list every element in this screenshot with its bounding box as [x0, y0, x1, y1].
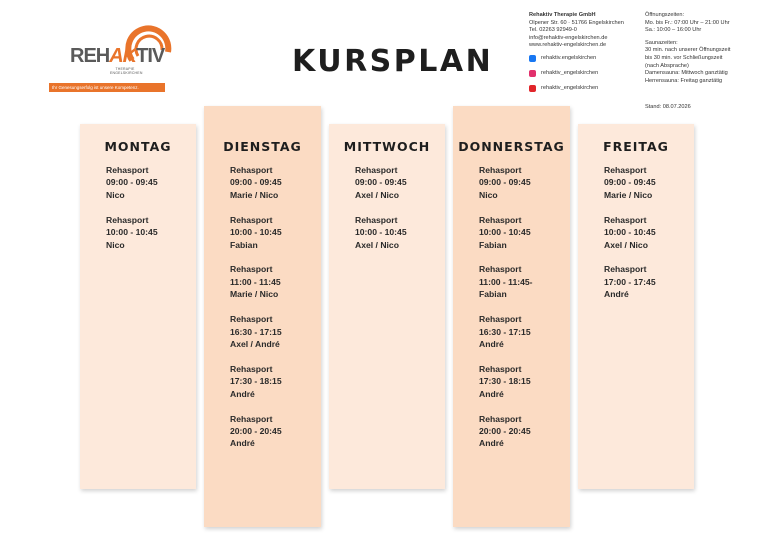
course-entry: Rehasport 20:00 - 20:45 André	[230, 413, 282, 449]
page-title: KURSPLAN	[292, 44, 494, 79]
hours-heading: Öffnungszeiten:	[645, 12, 685, 18]
hours-weekdays: Mo. bis Fr.: 07:00 Uhr – 21:00 Uhr	[645, 19, 730, 26]
contact-block	[529, 12, 641, 95]
course-entry: Rehasport 10:00 - 10:45 Fabian	[479, 214, 531, 250]
company-name: Rehaktiv Therapie GmbH	[529, 12, 596, 18]
day-entries	[479, 164, 533, 462]
course-entry: Rehasport 09:00 - 09:45 Marie / Nico	[230, 165, 282, 200]
sauna-line: (nach Absprache)	[645, 62, 689, 69]
sauna-line: bis 30 min. vor Schließungszeit	[645, 54, 723, 61]
day-column-friday	[578, 124, 694, 489]
course-entry: Rehasport 10:00 - 10:45 Nico	[106, 214, 158, 250]
course-entry: Rehasport 09:00 - 09:45 Marie / Nico	[604, 165, 656, 200]
course-entry: Rehasport 16:30 - 17:15 Axel / André	[230, 314, 282, 349]
slogan-banner: Ihr Genesungserfolg ist unsere Kompetenz.	[49, 83, 165, 92]
day-column-thursday	[453, 106, 570, 527]
social-label: rehaktiv_engelskirchen	[541, 70, 599, 77]
course-entry: Rehasport 10:00 - 10:45 Axel / Nico	[355, 214, 407, 250]
course-entry: Rehasport 09:00 - 09:45 Nico	[106, 165, 158, 200]
sauna-women: Damensauna: Mittwoch ganztätig	[645, 70, 728, 77]
social-label: rehaktiv_engelskirchen	[541, 85, 599, 92]
course-entry: Rehasport 16:30 - 17:15 André	[479, 314, 531, 349]
day-heading: DONNERSTAG	[458, 139, 565, 154]
day-entries	[230, 164, 282, 462]
email[interactable]: info@rehaktiv-engelskirchen.de	[529, 34, 608, 41]
phone: Tel. 02263 92949-0	[529, 27, 577, 34]
website[interactable]: www.rehaktiv-engelskirchen.de	[529, 42, 607, 49]
social-instagram[interactable]	[529, 68, 641, 80]
course-entry: Rehasport 09:00 - 09:45 Axel / Nico	[355, 165, 407, 200]
course-entry: Rehasport 20:00 - 20:45 André	[479, 413, 531, 449]
day-column-monday	[80, 124, 196, 489]
social-youtube[interactable]	[529, 83, 641, 95]
course-entry: Rehasport 17:00 - 17:45 André	[604, 264, 656, 300]
opening-hours	[645, 12, 765, 90]
course-entry: Rehasport 09:00 - 09:45 Nico	[479, 165, 531, 200]
address: Olpener Str. 60 · 51766 Engelskirchen	[529, 19, 624, 26]
instagram-icon	[529, 70, 536, 77]
social-label: rehaktiv.engelskirchen	[541, 55, 597, 62]
day-heading: MONTAG	[104, 139, 172, 154]
day-entries	[604, 164, 656, 313]
course-entry: Rehasport 17:30 - 18:15 André	[230, 363, 282, 399]
logo-subtitle: THERAPIE ENGELSKIRCHEN	[110, 67, 143, 75]
day-entries	[355, 164, 407, 263]
course-entry: Rehasport 17:30 - 18:15 André	[479, 363, 531, 399]
logo-wordmark: REHAKTIV	[70, 45, 165, 67]
course-entry: Rehasport 11:00 - 11:45 Marie / Nico	[230, 264, 281, 300]
day-entries	[106, 164, 158, 263]
youtube-icon	[529, 85, 536, 92]
course-entry: Rehasport 11:00 - 11:45- Fabian	[479, 264, 533, 300]
sauna-line: 30 min. nach unserer Öffnungszeit	[645, 47, 731, 54]
sauna-heading: Saunazeiten:	[645, 39, 678, 46]
rehaktiv-logo	[64, 18, 184, 78]
hours-saturday: Sa.: 10:00 – 16:00 Uhr	[645, 27, 702, 34]
social-facebook[interactable]	[529, 53, 641, 65]
facebook-icon	[529, 55, 536, 62]
day-column-wednesday	[329, 124, 445, 489]
day-heading: DIENSTAG	[223, 139, 302, 154]
course-entry: Rehasport 10:00 - 10:45 Fabian	[230, 214, 282, 250]
stand-date: Stand: 08.07.2026	[645, 104, 691, 110]
day-heading: FREITAG	[603, 139, 669, 154]
day-heading: MITTWOCH	[343, 139, 431, 154]
course-entry: Rehasport 10:00 - 10:45 Axel / Nico	[604, 214, 656, 250]
day-column-tuesday	[204, 106, 321, 527]
sauna-men: Herrensauna: Freitag ganztätig	[645, 77, 723, 84]
